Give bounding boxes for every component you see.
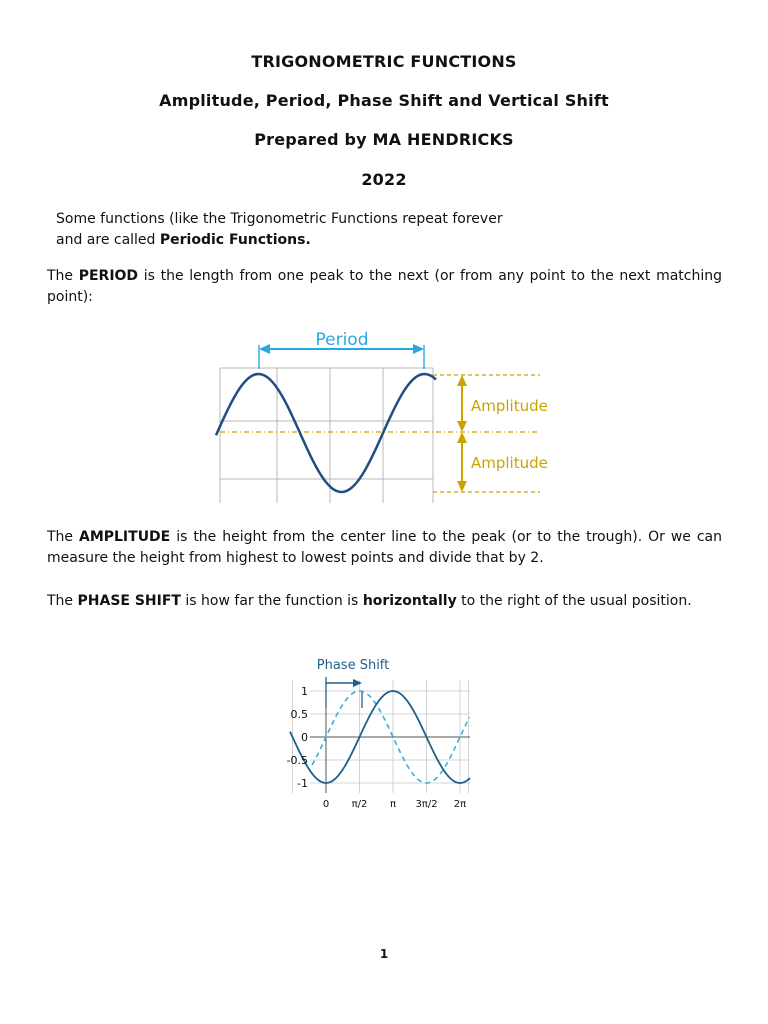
- intro-line-1: Some functions (like the Trigonometric Functions repeat forever: [56, 211, 503, 227]
- amplitude-text: is the height from the center line to the peak (or to the trough). Or we can measure the height from highest to lowest points and divide that by 2.: [47, 529, 722, 566]
- period-amplitude-figure: [0, 325, 768, 505]
- document-year: 2022: [361, 170, 407, 189]
- figure2-x-tick-label: 2π: [453, 799, 467, 810]
- phase-suffix: to the right of the usual position.: [456, 593, 692, 609]
- phase-middle: is how far the function is: [180, 593, 363, 609]
- periodic-functions-term: Periodic Functions.: [159, 232, 311, 248]
- amplitude-label-top: Amplitude: [471, 397, 548, 415]
- phase-shift-label: Phase Shift: [316, 658, 390, 673]
- amplitude-term: AMPLITUDE: [78, 529, 171, 545]
- phase-shift-term: PHASE SHIFT: [77, 593, 181, 609]
- horizontally-term: horizontally: [362, 593, 457, 609]
- intro-line-2-text: and are called: [56, 232, 160, 248]
- period-label: Period: [315, 330, 369, 350]
- page-number: 1: [379, 947, 389, 961]
- figure2-y-tick-label: 1: [301, 685, 308, 698]
- figure2-y-tick-label: -1: [297, 777, 308, 790]
- period-paragraph: [47, 266, 722, 308]
- amplitude-paragraph: [47, 527, 722, 569]
- document-title: TRIGONOMETRIC FUNCTIONS: [251, 52, 517, 71]
- phase-shift-arrow: [326, 677, 362, 708]
- figure1-sine-curve: [216, 374, 436, 492]
- figure2-y-tick-label: 0: [301, 731, 308, 744]
- amplitude-arrows: [457, 375, 467, 492]
- document-subtitle: Amplitude, Period, Phase Shift and Vertical Shift: [159, 91, 609, 110]
- period-term: PERIOD: [78, 268, 139, 284]
- figure2-x-tick-label: π: [389, 799, 397, 810]
- phase-shift-figure: [0, 650, 768, 820]
- figure2-x-tick-label: 0: [322, 799, 330, 810]
- figure2-x-tick-label: π/2: [351, 799, 368, 810]
- figure2-y-tick-labels: [287, 685, 308, 790]
- amplitude-label-bottom: Amplitude: [471, 454, 548, 472]
- figure2-x-tick-label: 3π/2: [415, 799, 438, 810]
- period-text: is the length from one peak to the next (or from any point to the next matching point):: [47, 268, 722, 305]
- phase-shift-paragraph: [47, 591, 712, 612]
- period-prefix: The: [47, 268, 79, 284]
- intro-line-2: [56, 230, 656, 251]
- figure2-y-tick-label: -0.5: [286, 754, 308, 767]
- amplitude-prefix: The: [47, 529, 79, 545]
- phase-prefix: The: [47, 593, 78, 609]
- figure2-y-tick-label: 0.5: [290, 708, 308, 721]
- document-author: Prepared by MA HENDRICKS: [254, 130, 514, 149]
- figure2-x-tick-labels: [323, 799, 466, 810]
- intro-paragraph: [56, 209, 656, 251]
